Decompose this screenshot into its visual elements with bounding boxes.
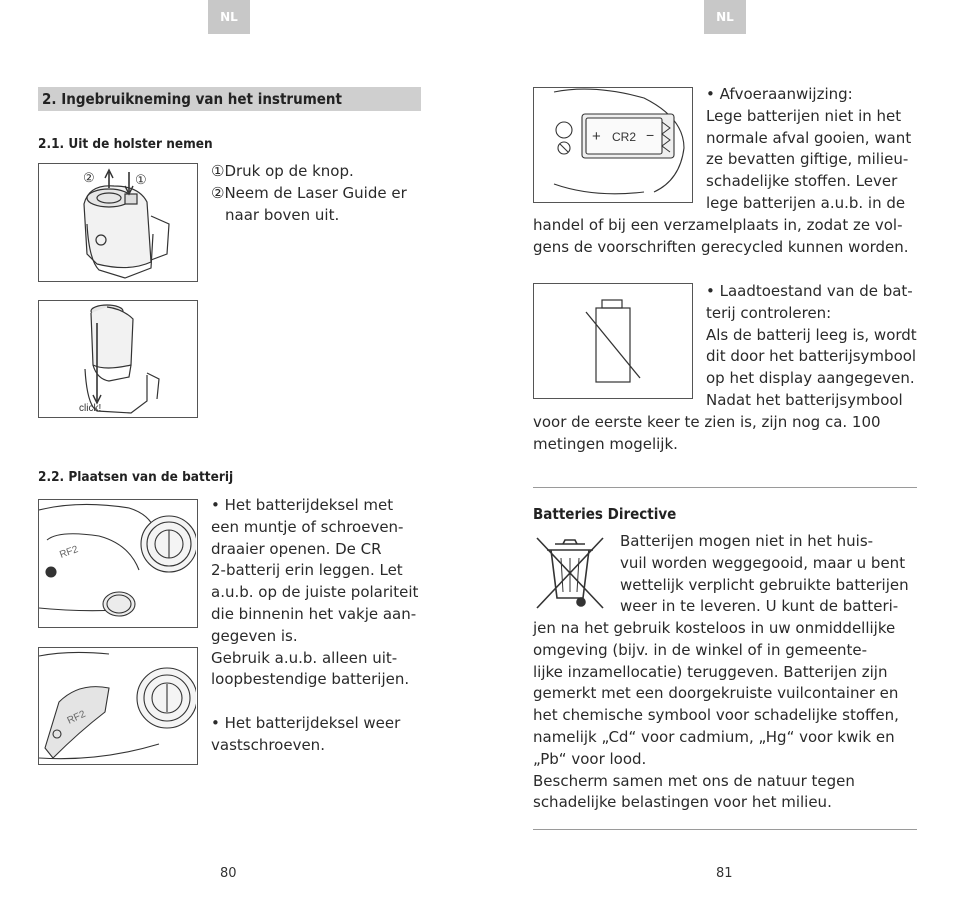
charge-line: • Laadtoestand van de bat-: [706, 282, 913, 300]
battery-instructions: [211, 495, 421, 757]
disposal-line: • Afvoeraanwijzing:: [706, 85, 853, 103]
holster-insert-figure: [38, 300, 198, 418]
divider-bottom: [533, 829, 917, 830]
directive-line: schadelijke belastingen voor het milieu.: [533, 793, 832, 812]
directive-line: vuil worden weggegooid, maar u bent: [620, 553, 906, 572]
battery-line: a.u.b. op de juiste polariteit: [211, 583, 419, 602]
battery-cover-open-figure: [38, 499, 198, 628]
disposal-line: Lege batterijen niet in het: [706, 106, 902, 125]
battery-line: • Het batterijdeksel weer: [211, 713, 401, 732]
directive-line: gemerkt met een doorgekruiste vuilcontainer en: [533, 684, 899, 703]
subsection-title-battery: 2.2. Plaatsen van de batterij: [38, 469, 234, 485]
charge-text-narrow: [706, 281, 917, 412]
directive-text-narrow: [620, 531, 917, 618]
step-2: ②Neem de Laser Guide er: [211, 183, 407, 202]
empty-battery-figure: [533, 283, 693, 399]
battery-cover-closed-figure: [38, 647, 198, 765]
battery-line: • Het batterijdeksel met: [211, 496, 394, 514]
directive-line: „Pb“ voor lood.: [533, 749, 647, 768]
marker-1: ①: [135, 172, 147, 187]
charge-line: Nadat het batterijsymbool: [706, 390, 903, 409]
battery-line-spacer: [211, 691, 421, 713]
battery-line: gegeven is.: [211, 626, 298, 645]
marker-2: ②: [83, 170, 95, 185]
minus-sign: −: [646, 127, 655, 143]
step-1: ①Druk op de knop.: [211, 162, 354, 180]
battery-line: 2-batterij erin leggen. Let: [211, 561, 403, 580]
charge-line: dit door het batterijsymbool: [706, 347, 917, 366]
battery-line: draaier openen. De CR: [211, 539, 382, 558]
battery-compartment-figure: [533, 87, 693, 203]
directive-line: weer in te leveren. U kunt de batteri-: [620, 597, 899, 616]
directive-line: Batterijen mogen niet in het huis-: [620, 532, 874, 550]
directive-line: jen na het gebruik kosteloos in uw onmiddellijke: [533, 619, 896, 637]
charge-line: terij controleren:: [706, 303, 832, 322]
step-2-cont: naar boven uit.: [225, 205, 340, 224]
disposal-line: ze bevatten giftige, milieu-: [706, 150, 909, 169]
page-number-right: 81: [716, 866, 733, 881]
charge-line: voor de eerste keer te zien is, zijn nog ca. 100: [533, 413, 881, 431]
rf2-label: RF2: [58, 544, 80, 561]
disposal-line: gens de voorschriften gerecycled kunnen worden.: [533, 237, 909, 256]
divider-top: [533, 487, 917, 488]
holster-steps: [211, 161, 421, 226]
directive-line: Bescherm samen met ons de natuur tegen: [533, 771, 855, 790]
directive-text-wide: [533, 618, 917, 814]
battery-line: Gebruik a.u.b. alleen uit-: [211, 648, 398, 667]
click-label: click!: [79, 403, 102, 414]
battery-cr2-label: CR2: [612, 130, 637, 144]
disposal-line: handel of bij een verzamelplaats in, zodat ze vol-: [533, 216, 903, 234]
page-number-left: 80: [220, 866, 237, 881]
directive-line: wettelijk verplicht gebruikte batterijen: [620, 575, 909, 594]
charge-line: op het display aangegeven.: [706, 369, 915, 388]
disposal-line: lege batterijen a.u.b. in de: [706, 193, 906, 212]
battery-line: die binnenin het vakje aan-: [211, 604, 417, 623]
directive-line: omgeving (bijv. in de winkel of in gemeente-: [533, 640, 868, 659]
language-tab-right: NL: [704, 0, 746, 34]
battery-line: loopbestendige batterijen.: [211, 670, 410, 689]
rf2-label-closed: RF2: [65, 708, 88, 727]
disposal-line: schadelijke stoffen. Lever: [706, 172, 898, 191]
disposal-line: normale afval gooien, want: [706, 128, 912, 147]
directive-line: lijke inzamellocatie) teruggeven. Batterijen zijn: [533, 662, 888, 681]
plus-sign: +: [592, 128, 601, 145]
battery-line: vastschroeven.: [211, 735, 325, 754]
language-tab-left: NL: [208, 0, 250, 34]
disposal-text-narrow: [706, 84, 917, 215]
directive-line: namelijk „Cd“ voor cadmium, „Hg“ voor kwik en: [533, 727, 895, 746]
directive-line: het chemische symbool voor schadelijke stoffen,: [533, 706, 899, 725]
subsection-title-holster: 2.1. Uit de holster nemen: [38, 136, 213, 152]
section-title: 2. Ingebruikneming van het instrument: [38, 87, 421, 111]
crossed-bin-icon: [533, 534, 607, 612]
holster-release-figure: [38, 163, 198, 282]
charge-line: Als de batterij leeg is, wordt: [706, 325, 917, 344]
charge-line: metingen mogelijk.: [533, 434, 678, 453]
disposal-text-wide: [533, 215, 917, 259]
charge-text-wide: [533, 412, 917, 456]
battery-line: een muntje of schroeven-: [211, 517, 404, 536]
directive-title: Batteries Directive: [533, 505, 677, 523]
